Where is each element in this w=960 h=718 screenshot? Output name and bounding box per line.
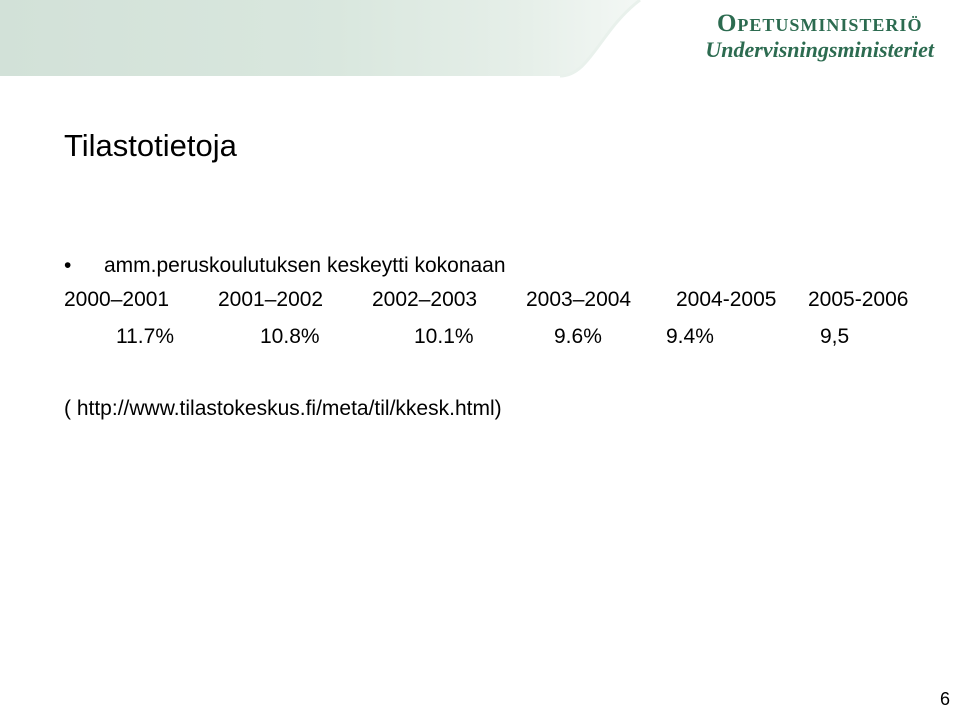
value-cell: 9,5 bbox=[820, 325, 850, 348]
page-number: 6 bbox=[939, 689, 950, 709]
year-cell: 2005-2006 bbox=[808, 288, 909, 311]
year-cell: 2002–2003 bbox=[372, 288, 478, 311]
source-link: ( http://www.tilastokeskus.fi/meta/til/kkesk.html) bbox=[64, 397, 502, 420]
logo-main-text: Opetusministeriö bbox=[716, 10, 923, 37]
bullet-text: amm.peruskoulutuksen keskeytti kokonaan bbox=[104, 254, 506, 277]
value-cell: 9.4% bbox=[666, 325, 714, 348]
bullet-symbol: • bbox=[64, 254, 72, 277]
slide-title: Tilastotietoja bbox=[64, 128, 237, 163]
year-cell: 2000–2001 bbox=[64, 288, 170, 311]
value-cell: 10.8% bbox=[260, 325, 320, 348]
year-cell: 2001–2002 bbox=[218, 288, 324, 311]
year-cell: 2003–2004 bbox=[526, 288, 632, 311]
value-cell: 9.6% bbox=[554, 325, 602, 348]
ministry-logo bbox=[705, 10, 934, 62]
value-cell: 10.1% bbox=[414, 325, 474, 348]
value-cell: 11.7% bbox=[116, 325, 174, 348]
bullet-item bbox=[64, 254, 506, 278]
logo-sub-text: Undervisningsministeriet bbox=[705, 37, 934, 62]
year-cell: 2004-2005 bbox=[676, 288, 777, 311]
